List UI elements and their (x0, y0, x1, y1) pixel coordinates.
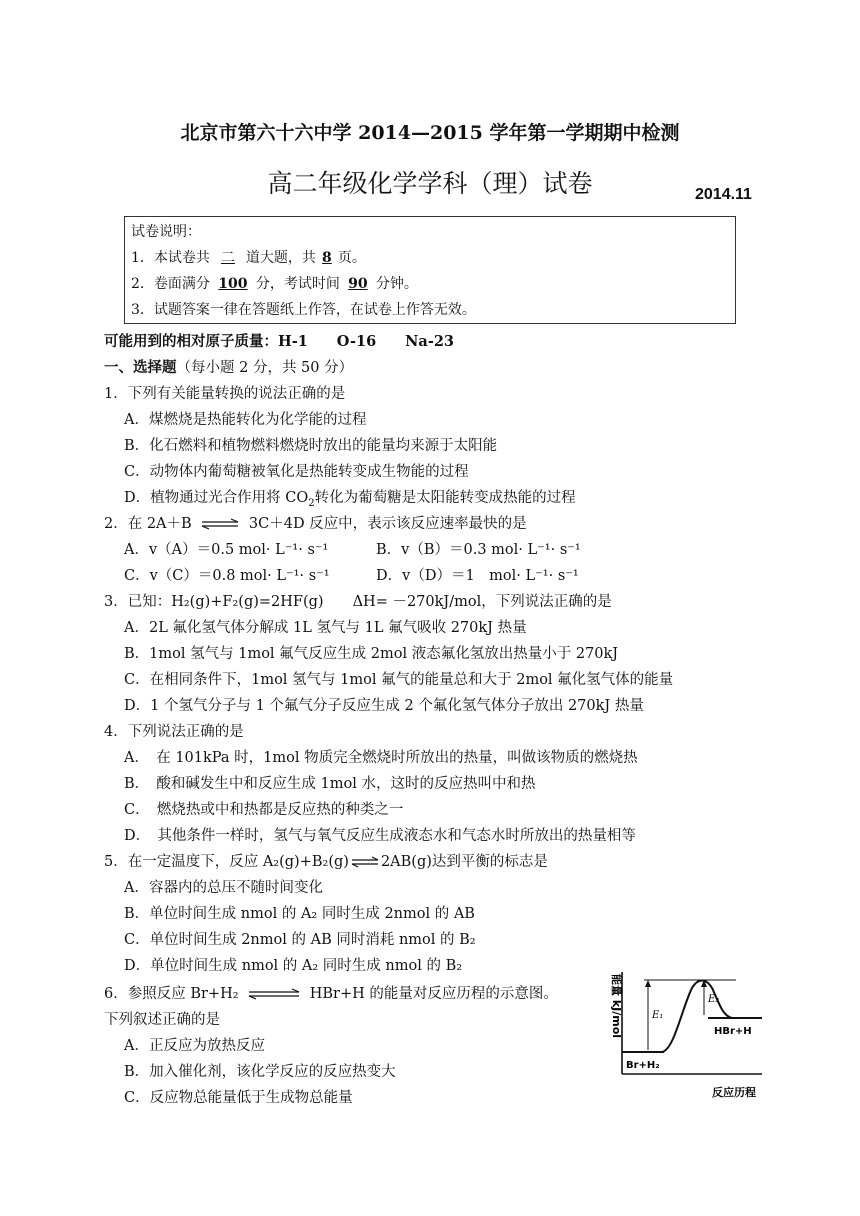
option-text: 转化为葡萄糖是太阳能转变成热能的过程 (314, 490, 576, 506)
q6-option-b: B．加入催化剂，该化学反应的反应热变大 (124, 1064, 396, 1080)
option-text: D．植物通过光合作用将 CO (124, 490, 309, 506)
equilibrium-arrow-icon (247, 988, 301, 1000)
e1-label: E₁ (652, 1010, 664, 1021)
instruction-text: 分，考试时间 (255, 276, 340, 292)
equilibrium-arrow-icon (200, 518, 240, 530)
q6-stem-2: 下列叙述正确的是 (104, 1012, 220, 1028)
stem-text: 2AB(g)达到平衡的标志是 (380, 854, 548, 870)
q1-option-c: C．动物体内葡萄糖被氧化是热能转变成生物能的过程 (124, 464, 469, 480)
e1-arrowhead-icon (645, 980, 651, 987)
q1-option-d (124, 486, 576, 509)
stem-text: 5．在一定温度下，反应 A₂(g)+B₂(g) (104, 854, 349, 870)
q1-option-b: B．化石燃料和植物燃料燃烧时放出的能量均来源于太阳能 (124, 438, 498, 454)
q6-stem (104, 982, 558, 1003)
e2-label: E₂ (708, 994, 720, 1005)
atomic-masses: 可能用到的相对原子质量：H-1 O-16 Na-23 (104, 333, 455, 350)
instruction-line-1 (131, 247, 366, 267)
instructions-box (124, 216, 736, 324)
stem-text: 2．在 2A＋B (104, 516, 192, 532)
q2-option-b: B．v（B）＝0.3 mol· L⁻¹· s⁻¹ (376, 542, 581, 558)
instruction-text: 分钟。 (375, 276, 418, 292)
section-title (104, 356, 353, 377)
q3-option-d: D．1 个氢气分子与 1 个氟气分子反应生成 2 个氟化氢气体分子放出 270kJ 热量 (124, 698, 644, 714)
y-axis-label: 能量 kJ/mol (610, 974, 623, 1039)
page-count: 8 (322, 250, 332, 266)
full-score: 100 (218, 276, 248, 292)
q4-option-d: D． 其他条件一样时，氢气与氧气反应生成液态水和气态水时所放出的热量相等 (124, 828, 636, 844)
energy-diagram (604, 968, 764, 1100)
q3-option-c: C．在相同条件下，1mol 氢气与 1mol 氟气的能量总和大于 2mol 氟化氢气体的能量 (124, 672, 674, 688)
question-count: 二 (220, 250, 235, 266)
section-note: （每小题 2 分，共 50 分） (176, 360, 354, 376)
instruction-text: 道大题，共 (245, 250, 316, 266)
q1-option-a: A．煤燃烧是热能转化为化学能的过程 (124, 412, 367, 428)
q2-option-a: A．v（A）＝0.5 mol· L⁻¹· s⁻¹ (124, 542, 329, 558)
instruction-line-2 (131, 273, 418, 293)
q5-option-a: A．容器内的总压不随时间变化 (124, 880, 323, 896)
q4-option-a: A． 在 101kPa 时，1mol 物质完全燃烧时所放出的热量，叫做该物质的燃烧热 (124, 750, 638, 766)
instruction-line-3: 3．试题答案一律在答题纸上作答，在试卷上作答无效。 (131, 302, 476, 318)
q2-stem (104, 512, 527, 533)
stem-text: 6．参照反应 Br+H₂ (104, 986, 239, 1002)
energy-curve (662, 981, 732, 1053)
q2-option-c: C．v（C）＝0.8 mol· L⁻¹· s⁻¹ (124, 568, 330, 584)
q5-option-c: C．单位时间生成 2nmol 的 AB 同时消耗 nmol 的 B₂ (124, 932, 476, 948)
instruction-text: 页。 (337, 250, 366, 266)
equilibrium-arrow-icon (350, 856, 380, 868)
q5-stem (104, 850, 548, 871)
subscript: 2 (308, 497, 315, 509)
stem-text: HBr+H 的能量对反应历程的示意图。 (309, 986, 558, 1002)
stem-text: 3C＋4D 反应中，表示该反应速率最快的是 (248, 516, 527, 532)
instruction-text: 1．本试卷共 (131, 250, 210, 266)
exam-title: 高二年级化学学科（理）试卷 (267, 169, 593, 198)
section-name: 一、选择题 (104, 359, 177, 376)
instruction-text: 2．卷面满分 (131, 276, 210, 292)
q3-stem: 3．已知：H₂(g)+F₂(g)=2HF(g) ΔH= －270kJ/mol，下列说法正确的是 (104, 594, 612, 610)
q3-option-a: A．2L 氟化氢气体分解成 1L 氢气与 1L 氟气吸收 270kJ 热量 (124, 620, 527, 636)
q4-option-c: C． 燃烧热或中和热都是反应热的种类之一 (124, 802, 404, 818)
products-label: HBr+H (714, 1026, 752, 1037)
q5-option-b: B．单位时间生成 nmol 的 A₂ 同时生成 2nmol 的 AB (124, 906, 475, 922)
q6-option-a: A．正反应为放热反应 (124, 1038, 265, 1054)
q6-option-c: C．反应物总能量低于生成物总能量 (124, 1090, 353, 1106)
x-axis-label: 反应历程 (712, 1086, 756, 1099)
exam-duration: 90 (348, 276, 368, 292)
q1-stem: 1．下列有关能量转换的说法正确的是 (104, 386, 346, 402)
q3-option-b: B．1mol 氢气与 1mol 氟气反应生成 2mol 液态氟化氢放出热量小于 270kJ (124, 646, 619, 662)
exam-date: 2014.11 (695, 186, 752, 203)
q4-option-b: B． 酸和碱发生中和反应生成 1mol 水，这时的反应热叫中和热 (124, 776, 536, 792)
school-title: 北京市第六十六中学 2014—2015 学年第一学期期中检测 (180, 122, 680, 144)
instructions-heading: 试卷说明： (131, 224, 201, 240)
q4-stem: 4．下列说法正确的是 (104, 724, 244, 740)
reactants-label: Br+H₂ (626, 1060, 660, 1071)
q5-option-d: D．单位时间生成 nmol 的 A₂ 同时生成 nmol 的 B₂ (124, 958, 463, 974)
q2-option-d: D．v（D）＝1 mol· L⁻¹· s⁻¹ (376, 568, 579, 584)
